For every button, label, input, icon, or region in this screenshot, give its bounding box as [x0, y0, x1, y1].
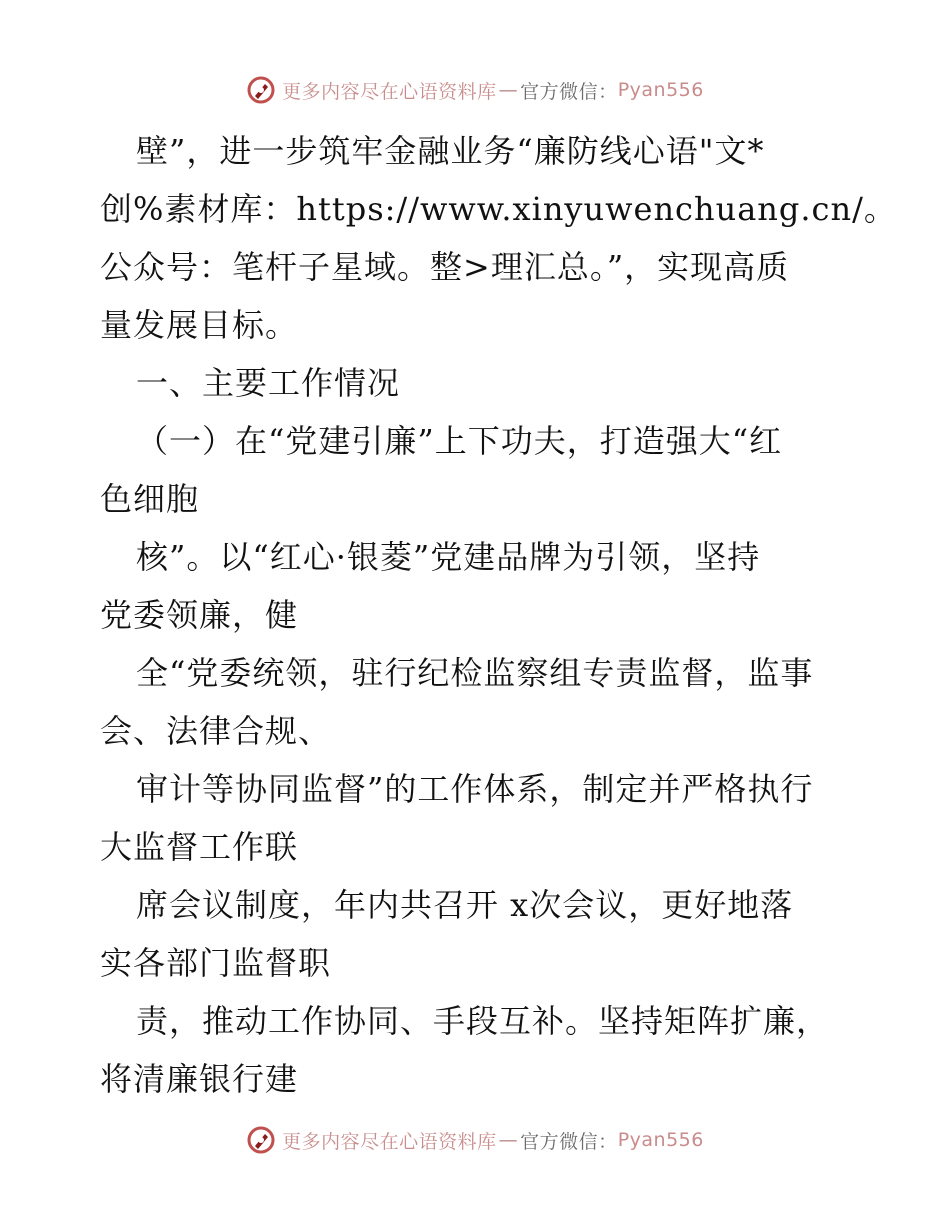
- text-line: （一）在“党建引廉”上下功夫，打造强大“红: [136, 422, 783, 460]
- text-line: 核”。以“红心·银菱”党建品牌为引领，坚持: [136, 538, 761, 576]
- text-line: 将清廉银行建: [100, 1060, 299, 1098]
- watermark-wechat-id: Pyan556: [617, 1129, 704, 1151]
- header-watermark: [0, 70, 950, 110]
- footer-watermark: [0, 1120, 950, 1160]
- text-line: 壁”，进一步筑牢金融业务“廉防线心语"文*: [136, 132, 765, 170]
- watermark-official-label: 官方微信：: [520, 1130, 618, 1153]
- text-line: 责，推动工作协同、手段互补。坚持矩阵扩廉，: [136, 1002, 830, 1040]
- watermark-separator: —: [498, 79, 519, 101]
- text-line: 公众号：笔杆子星域。整>理汇总。”，实现高质: [100, 248, 790, 286]
- text-line: 全“党委统领，驻行纪检监察组专责监督，监事: [136, 654, 814, 692]
- text-line: 审计等协同监督”的工作体系，制定并严格执行: [136, 770, 814, 808]
- watermark-separator: —: [498, 1129, 519, 1151]
- text-line: 一、主要工作情况: [136, 364, 401, 402]
- text-line: 大监督工作联: [100, 828, 299, 866]
- document-body: [100, 122, 897, 1108]
- text-line: 席会议制度，年内共召开 x次会议，更好地落: [136, 886, 794, 924]
- pen-circle-logo-icon: [246, 1125, 276, 1155]
- watermark-official-label: 官方微信：: [520, 80, 618, 103]
- text-line: 党委领廉，健: [100, 596, 299, 634]
- watermark-main-text: 更多内容尽在心语资料库: [282, 1130, 497, 1153]
- watermark-main-text: 更多内容尽在心语资料库: [282, 80, 497, 103]
- text-line: 实各部门监督职: [100, 944, 332, 982]
- text-line: 创%素材库：https://www.xinyuwenchuang.cn/。: [100, 190, 897, 228]
- text-line: 量发展目标。: [100, 306, 299, 344]
- text-line: 会、法律合规、: [100, 712, 332, 750]
- watermark-wechat-id: Pyan556: [617, 79, 704, 101]
- pen-circle-logo-icon: [246, 75, 276, 105]
- text-line: 色细胞: [100, 480, 200, 518]
